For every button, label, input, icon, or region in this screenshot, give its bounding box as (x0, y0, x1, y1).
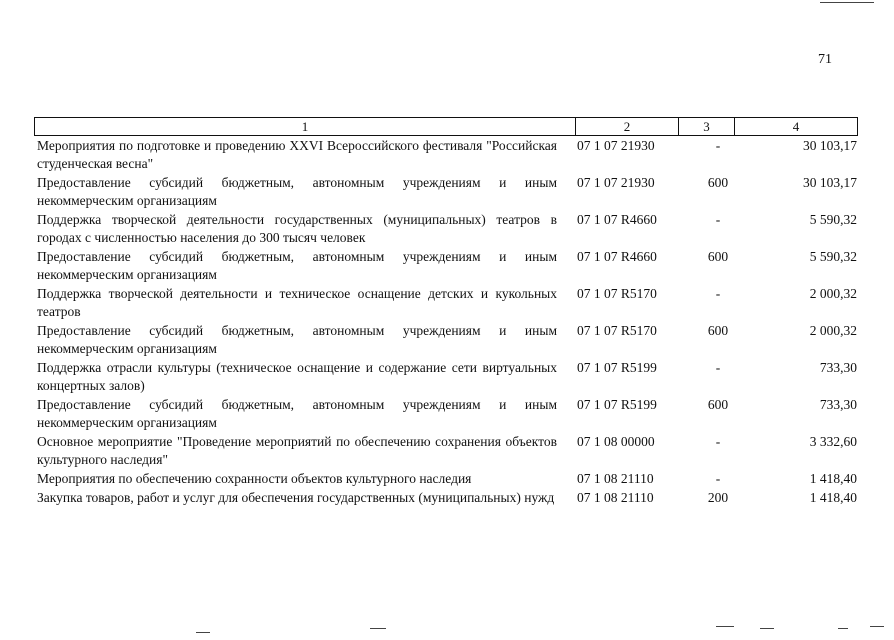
row-description: Поддержка творческой деятельности государственных (муниципальных) театров в городах с численностью населения до 300 тысяч человек (37, 212, 557, 245)
table-row (37, 433, 859, 469)
row-amount: 30 103,17 (803, 175, 857, 190)
row-type: - (715, 360, 721, 375)
scan-artifact (370, 628, 386, 629)
row-code: 07 1 07 R5199 (577, 397, 657, 412)
row-code: 07 1 07 21930 (577, 175, 655, 190)
row-amount: 2 000,32 (809, 286, 857, 301)
row-description: Основное мероприятие "Проведение мероприятий по обеспечению сохранения объектов культурного наследия" (37, 434, 557, 467)
row-type: 200 (707, 490, 729, 505)
row-amount: 30 103,17 (803, 138, 857, 153)
row-description: Закупка товаров, работ и услуг для обеспечения государственных (муниципальных) нужд (37, 490, 555, 505)
row-code: 07 1 07 R5199 (577, 360, 657, 375)
scan-artifact (870, 626, 884, 627)
row-description: Поддержка творческой деятельности и техническое оснащение детских и кукольных театров (37, 286, 557, 319)
row-code: 07 1 08 21110 (577, 471, 654, 486)
row-code: 07 1 07 R4660 (577, 249, 657, 264)
row-amount: 733,30 (819, 360, 857, 375)
row-code: 07 1 07 21930 (577, 138, 655, 153)
table-body (37, 137, 859, 508)
row-amount: 733,30 (819, 397, 857, 412)
row-description: Мероприятия по обеспечению сохранности объектов культурного наследия (37, 471, 472, 486)
row-type: 600 (707, 249, 729, 264)
row-type: - (715, 138, 721, 153)
row-description: Мероприятия по подготовке и проведению XXVI Всероссийского фестиваля "Российская студенческая весна" (37, 138, 557, 171)
table-row (37, 322, 859, 358)
row-amount: 5 590,32 (809, 249, 857, 264)
row-amount: 5 590,32 (809, 212, 857, 227)
table-row (37, 211, 859, 247)
table-row (37, 359, 859, 395)
row-description: Предоставление субсидий бюджетным, автономным учреждениям и иным некоммерческим организациям (37, 249, 557, 282)
table-header (34, 117, 858, 136)
column-header-4: 4 (734, 118, 857, 135)
table-row (37, 489, 859, 507)
table-row (37, 174, 859, 210)
row-type: 600 (707, 175, 729, 190)
row-description: Предоставление субсидий бюджетным, автономным учреждениям и иным некоммерческим организациям (37, 397, 557, 430)
scan-artifact (760, 628, 774, 629)
row-description: Предоставление субсидий бюджетным, автономным учреждениям и иным некоммерческим организациям (37, 323, 557, 356)
row-type: - (715, 434, 721, 449)
row-type: - (715, 471, 721, 486)
row-amount: 3 332,60 (809, 434, 857, 449)
row-description: Поддержка отрасли культуры (техническое оснащение и содержание сети виртуальных концертных залов) (37, 360, 557, 393)
row-type: - (715, 286, 721, 301)
row-type: - (715, 212, 721, 227)
table-row (37, 470, 859, 488)
row-code: 07 1 07 R5170 (577, 286, 657, 301)
table-row (37, 137, 859, 173)
row-type: 600 (707, 397, 729, 412)
row-code: 07 1 08 21110 (577, 490, 654, 505)
row-description: Предоставление субсидий бюджетным, автономным учреждениям и иным некоммерческим организациям (37, 175, 557, 208)
scan-artifact (820, 2, 874, 3)
scan-artifact (196, 632, 210, 633)
column-header-3: 3 (678, 118, 734, 135)
table-row (37, 248, 859, 284)
page-number: 71 (818, 52, 832, 67)
scan-artifact (716, 626, 734, 627)
column-header-2: 2 (575, 118, 678, 135)
row-type: 600 (707, 323, 729, 338)
row-amount: 1 418,40 (809, 471, 857, 486)
row-code: 07 1 07 R4660 (577, 212, 657, 227)
column-header-1: 1 (301, 119, 309, 134)
row-amount: 2 000,32 (809, 323, 857, 338)
table-row (37, 285, 859, 321)
row-code: 07 1 07 R5170 (577, 323, 657, 338)
row-amount: 1 418,40 (809, 490, 857, 505)
scan-artifact (838, 628, 848, 629)
table-row (37, 396, 859, 432)
row-code: 07 1 08 00000 (577, 434, 655, 449)
